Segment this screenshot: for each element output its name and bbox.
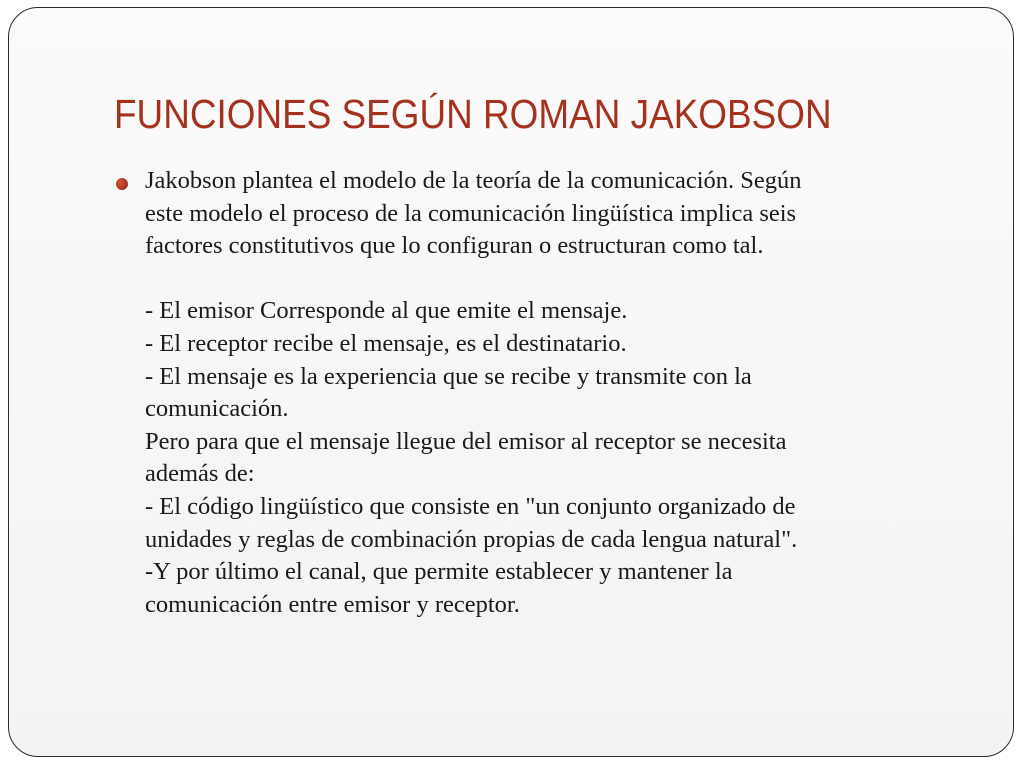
body-line: comunicación entre emisor y receptor.	[145, 590, 520, 618]
slide-title: FUNCIONES SEGÚN ROMAN JAKOBSON	[114, 91, 832, 137]
body-line: - El mensaje es la experiencia que se recibe y transmite con la	[145, 362, 752, 390]
body-line: Jakobson plantea el modelo de la teoría de la comunicación. Según	[145, 167, 802, 194]
body-line: unidades y reglas de combinación propias de cada lengua natural".	[145, 525, 798, 553]
slide-body-text	[145, 165, 975, 621]
body-line: este modelo el proceso de la comunicación lingüística implica seis	[145, 199, 797, 227]
body-line: - El código lingüístico que consiste en "un conjunto organizado de	[145, 492, 796, 520]
blank-line	[145, 263, 975, 296]
round-bullet-icon	[116, 178, 128, 190]
body-line: - El emisor Corresponde al que emite el mensaje.	[145, 297, 628, 325]
body-line: comunicación.	[145, 395, 289, 423]
body-line: Pero para que el mensaje llegue del emisor al receptor se necesita	[145, 427, 787, 455]
body-line: -Y por último el canal, que permite establecer y mantener la	[145, 558, 733, 586]
body-line: factores constitutivos que lo configuran o estructuran como tal.	[145, 232, 764, 260]
body-line: - El receptor recibe el mensaje, es el destinatario.	[145, 329, 627, 357]
body-line: además de:	[145, 460, 255, 488]
